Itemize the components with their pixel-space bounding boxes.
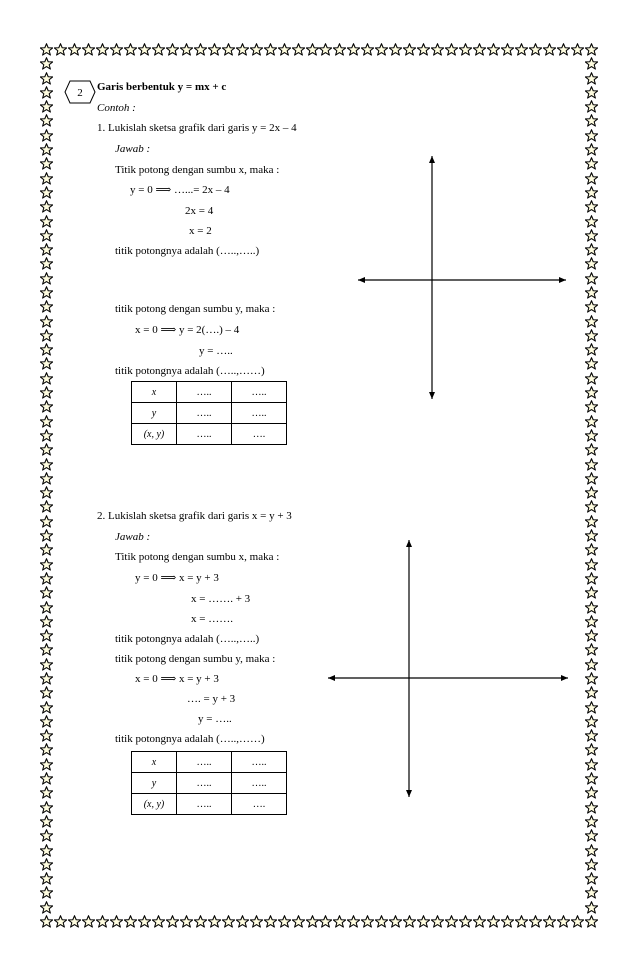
section-title: Garis berbentuk y = mx + c [97,81,227,93]
q1-y-result: titik potongnya adalah (…..,……) [115,365,265,377]
table-cell: ….. [232,752,287,773]
table-cell: ….. [232,382,287,403]
table-header-cell: x [132,752,177,773]
q2-y-line3: y = ….. [198,713,232,725]
table-header-cell: x [132,382,177,403]
q2-x-result: titik potongnya adalah (…..,…..) [115,633,260,645]
q2-prompt: 2. Lukislah sketsa grafik dari garis x = y + 3 [97,510,292,522]
table-cell: ….. [232,403,287,424]
contoh-label: Contoh : [97,102,136,114]
table-cell: ….. [177,403,232,424]
q2-y-result: titik potongnya adalah (…..,……) [115,733,265,745]
q2-jawab: Jawab : [115,531,151,543]
number-badge-text: 2 [77,87,83,99]
q2-x-line3: x = ……. [191,613,233,625]
q1-x-line3: x = 2 [189,225,212,237]
q2-x-line1: y = 0 ⟹ x = y + 3 [135,572,219,584]
q1-x-line1: y = 0 ⟹ …...= 2x – 4 [130,184,230,196]
table-cell: ….. [232,773,287,794]
q1-x-result: titik potongnya adalah (…..,…..) [115,245,260,257]
table-cell: ….. [177,424,232,445]
q1-y-line1: x = 0 ⟹ y = 2(….) – 4 [135,324,240,336]
q1-x-intro: Titik potong dengan sumbu x, maka : [115,164,280,176]
q1-x-line2: 2x = 4 [185,205,214,217]
q1-prompt: 1. Lukislah sketsa grafik dari garis y = 2x – 4 [97,122,297,134]
table-header-cell: (x, y) [132,424,177,445]
q2-y-line2: …. = y + 3 [187,693,236,705]
q2-x-intro: Titik potong dengan sumbu x, maka : [115,551,280,563]
q1-y-intro: titik potong dengan sumbu y, maka : [115,303,276,315]
q1-axes [358,156,566,399]
table-cell: ….. [177,773,232,794]
table-cell: ….. [177,382,232,403]
table-cell: …. [232,424,287,445]
q1-y-line2: y = ….. [199,345,233,357]
table-header-cell: y [132,773,177,794]
table-cell: …. [232,794,287,815]
q2-axes [328,540,568,797]
table-cell: ….. [177,752,232,773]
table-header-cell: (x, y) [132,794,177,815]
q2-x-line2: x = ……. + 3 [191,593,251,605]
table-cell: ….. [177,794,232,815]
table-header-cell: y [132,403,177,424]
q2-y-line1: x = 0 ⟹ x = y + 3 [135,673,219,685]
q2-y-intro: titik potong dengan sumbu y, maka : [115,653,276,665]
q1-jawab: Jawab : [115,143,151,155]
